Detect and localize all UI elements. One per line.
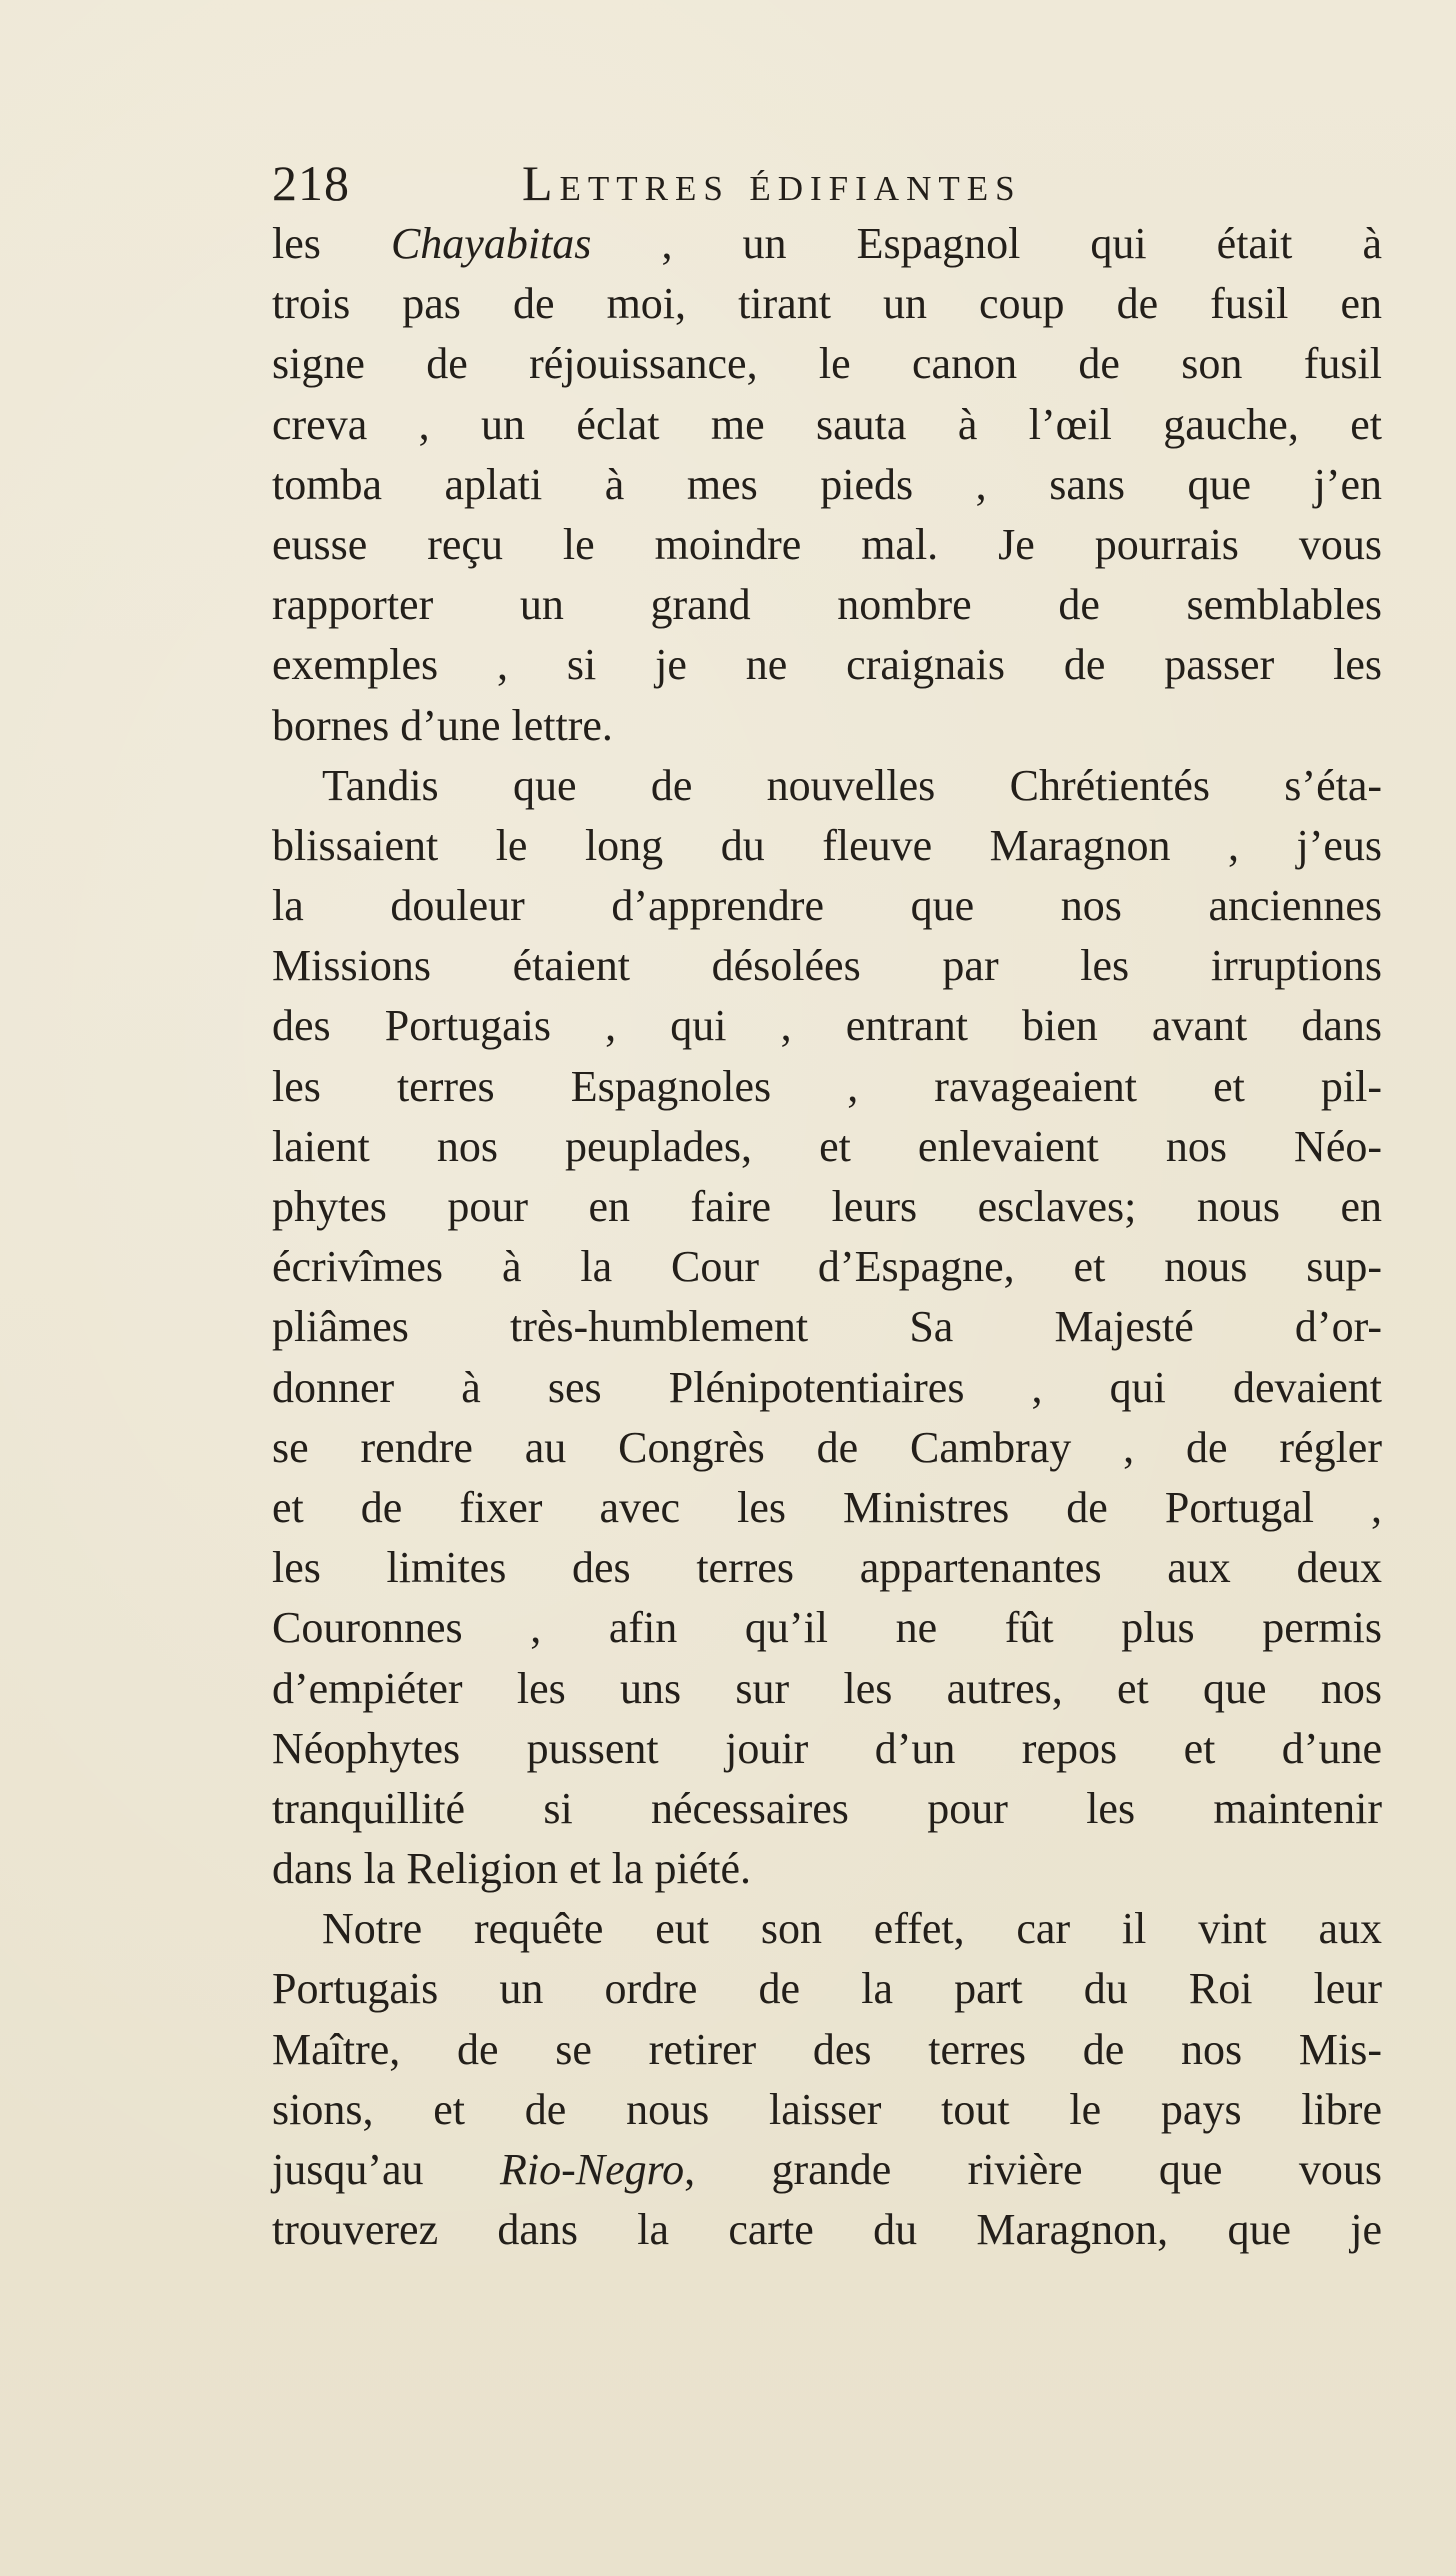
text-segment: les terres Espagnoles , ravageaient et pil- [272, 1061, 1382, 1111]
text-line [272, 1839, 1382, 1899]
text-segment: trouverez dans la carte du Maragnon, que je [272, 2205, 1382, 2255]
text-segment: se rendre au Congrès de Cambray , de régler [272, 1422, 1382, 1472]
text-segment: exemples , si je ne craignais de passer les [272, 640, 1382, 690]
text-line [272, 1237, 1382, 1297]
text-line [272, 816, 1382, 876]
text-segment: les limites des terres appartenantes aux deux [272, 1543, 1382, 1593]
text-segment: phytes pour en faire leurs esclaves; nous en [272, 1182, 1382, 1231]
text-line [272, 515, 1382, 575]
text-line [272, 1779, 1382, 1839]
text-line [272, 1598, 1382, 1658]
text-segment: , grande rivière que vous [684, 2145, 1382, 2194]
text-segment: dans la Religion et la piété. [272, 1844, 751, 1894]
text-line [272, 395, 1382, 455]
text-segment: les [272, 219, 391, 268]
text-line [272, 274, 1382, 334]
text-line [272, 635, 1382, 695]
text-line [272, 696, 1382, 756]
text-segment: laient nos peuplades, et enlevaient nos Néo- [272, 1121, 1382, 1171]
text-line [272, 1899, 1382, 1959]
text-line [272, 1297, 1382, 1357]
text-line [272, 214, 1382, 274]
text-line [272, 2020, 1382, 2080]
text-line [272, 1117, 1382, 1177]
text-line [272, 1358, 1382, 1418]
text-segment: tranquillité si nécessaires pour les maintenir [272, 1783, 1382, 1833]
text-segment: , un Espagnol qui était à [591, 219, 1382, 268]
page-number: 218 [272, 155, 350, 211]
text-line [272, 455, 1382, 515]
text-segment: rapporter un grand nombre de semblables [272, 580, 1382, 630]
text-line [272, 2080, 1382, 2140]
page-header [272, 148, 1272, 218]
text-line [272, 1959, 1382, 2019]
text-segment: blissaient le long du fleuve Maragnon , j’eus [272, 820, 1382, 870]
body-text [272, 214, 1382, 2260]
text-segment: Tandis que de nouvelles Chrétientés s’éta- [322, 760, 1382, 810]
text-segment: Missions étaient désolées par les irruptions [272, 941, 1382, 991]
text-segment: des Portugais , qui , entrant bien avant dans [272, 1001, 1382, 1051]
text-line [272, 936, 1382, 996]
italic-text: Chayabitas [390, 219, 592, 268]
text-segment: et de fixer avec les Ministres de Portugal , [272, 1482, 1382, 1532]
text-segment: Notre requête eut son effet, car il vint aux [322, 1904, 1382, 1954]
italic-text: Rio-Negro [499, 2145, 685, 2194]
text-line [272, 1538, 1382, 1598]
text-segment: trois pas de moi, tirant un coup de fusil en [272, 279, 1382, 329]
text-segment: eusse reçu le moindre mal. Je pourrais vous [272, 519, 1382, 569]
text-line [272, 996, 1382, 1056]
text-segment: Maître, de se retirer des terres de nos Mis- [272, 2024, 1382, 2074]
text-line [272, 1057, 1382, 1117]
text-line [272, 334, 1382, 394]
text-segment: Portugais un ordre de la part du Roi leur [272, 1964, 1382, 2014]
text-line [272, 2200, 1382, 2260]
text-line [272, 756, 1382, 816]
running-head: Lettres édifiantes [522, 155, 1022, 211]
text-segment: bornes d’une lettre. [272, 700, 613, 750]
text-segment: creva , un éclat me sauta à l’œil gauche, et [272, 399, 1382, 449]
text-segment: Couronnes , afin qu’il ne fût plus permis [272, 1603, 1382, 1653]
text-segment: donner à ses Plénipotentiaires , qui devaient [272, 1362, 1382, 1412]
text-line [272, 2140, 1382, 2200]
text-segment: tomba aplati à mes pieds , sans que j’en [272, 459, 1382, 509]
text-segment: écrivîmes à la Cour d’Espagne, et nous sup- [272, 1242, 1382, 1292]
text-line [272, 1177, 1382, 1237]
text-segment: la douleur d’apprendre que nos anciennes [272, 881, 1382, 931]
text-line [272, 1719, 1382, 1779]
text-segment: Néophytes pussent jouir d’un repos et d’une [272, 1723, 1382, 1773]
text-line [272, 575, 1382, 635]
text-segment: signe de réjouissance, le canon de son fusil [272, 339, 1382, 389]
text-line [272, 1478, 1382, 1538]
text-segment: pliâmes très-humblement Sa Majesté d’or- [272, 1302, 1382, 1352]
text-segment: jusqu’au [272, 2145, 500, 2194]
text-segment: sions, et de nous laisser tout le pays libre [272, 2084, 1382, 2134]
text-segment: d’empiéter les uns sur les autres, et que nos [272, 1663, 1382, 1713]
text-line [272, 1418, 1382, 1478]
text-line [272, 876, 1382, 936]
text-line [272, 1659, 1382, 1719]
